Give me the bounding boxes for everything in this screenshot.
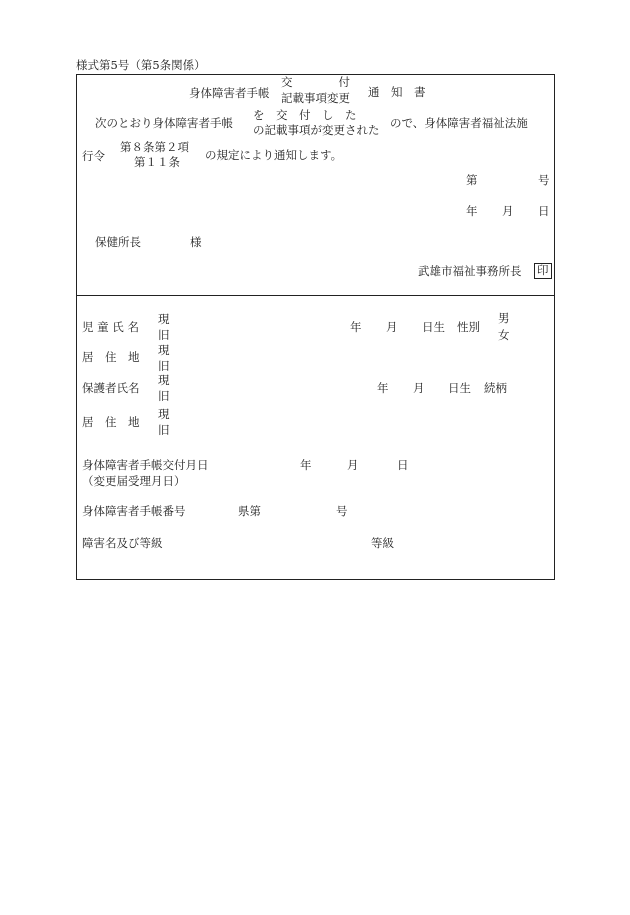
- guardian-address-current-mark: 現: [158, 407, 170, 421]
- section-divider: [76, 295, 555, 296]
- guardian-address-label: 居 住 地: [82, 415, 140, 429]
- child-name-current-mark: 現: [158, 312, 170, 326]
- number-prefix: 第: [466, 173, 478, 187]
- prefecture-prefix: 県第: [238, 504, 261, 518]
- body-alt-change: の記載事項が変更された: [253, 123, 380, 137]
- body-lead: 次のとおり身体障害者手帳: [95, 116, 233, 130]
- guardian-address-former-mark: 旧: [158, 423, 170, 437]
- child-birth-year: 年: [350, 320, 362, 334]
- law-alt-2: 第１１条: [134, 155, 180, 169]
- child-address-current-mark: 現: [158, 343, 170, 357]
- notice-date-year: 年: [466, 204, 478, 218]
- body-tail: ので、身体障害者福祉法施: [390, 116, 528, 130]
- cert-number-label: 身体障害者手帳番号: [82, 504, 186, 518]
- honorific: 様: [190, 235, 202, 249]
- guardian-name-former-mark: 旧: [158, 389, 170, 403]
- law-alt-1: 第８条第２項: [120, 140, 189, 154]
- grade-label: 等級: [371, 536, 394, 550]
- title-prefix: 身体障害者手帳: [189, 86, 270, 100]
- child-address-former-mark: 旧: [158, 359, 170, 373]
- notice-date-month: 月: [502, 204, 514, 218]
- notice-date-day: 日: [538, 204, 550, 218]
- form-number-label: 様式第5号（第5条関係）: [76, 58, 206, 72]
- title-alt-issue: 交 付: [281, 75, 350, 89]
- gender-male: 男: [498, 311, 510, 325]
- cert-number-suffix: 号: [336, 504, 348, 518]
- addressee: 保健所長: [95, 235, 141, 249]
- law-tail: の規定により通知します。: [205, 148, 343, 162]
- seal-mark: 印: [534, 263, 552, 279]
- issue-date-label: 身体障害者手帳交付月日: [82, 458, 209, 472]
- guardian-birth-year: 年: [377, 381, 389, 395]
- disability-label: 障害名及び等級: [82, 536, 163, 550]
- guardian-name-current-mark: 現: [158, 373, 170, 387]
- issue-date-year: 年: [300, 458, 312, 472]
- relation-label: 続柄: [484, 381, 507, 395]
- guardian-birth-day: 日生: [448, 381, 471, 395]
- body-alt-issue: を 交 付 し た: [253, 108, 357, 122]
- gender-female: 女: [498, 328, 510, 342]
- issuer-name: 武雄市福祉事務所長: [418, 264, 522, 278]
- law-prefix: 行令: [82, 149, 105, 163]
- change-date-note: （変更届受理月日）: [82, 474, 186, 488]
- title-suffix: 通 知 書: [368, 85, 426, 99]
- title-alt-change: 記載事項変更: [281, 91, 350, 105]
- issue-date-month: 月: [347, 458, 359, 472]
- child-birth-day: 日生: [422, 320, 445, 334]
- issue-date-day: 日: [397, 458, 409, 472]
- child-birth-month: 月: [386, 320, 398, 334]
- gender-label: 性別: [457, 320, 480, 334]
- child-name-label: 児 童 氏 名: [82, 320, 139, 334]
- number-suffix: 号: [538, 173, 550, 187]
- child-name-former-mark: 旧: [158, 328, 170, 342]
- guardian-name-label: 保護者氏名: [82, 381, 140, 395]
- guardian-birth-month: 月: [413, 381, 425, 395]
- child-address-label: 居 住 地: [82, 350, 140, 364]
